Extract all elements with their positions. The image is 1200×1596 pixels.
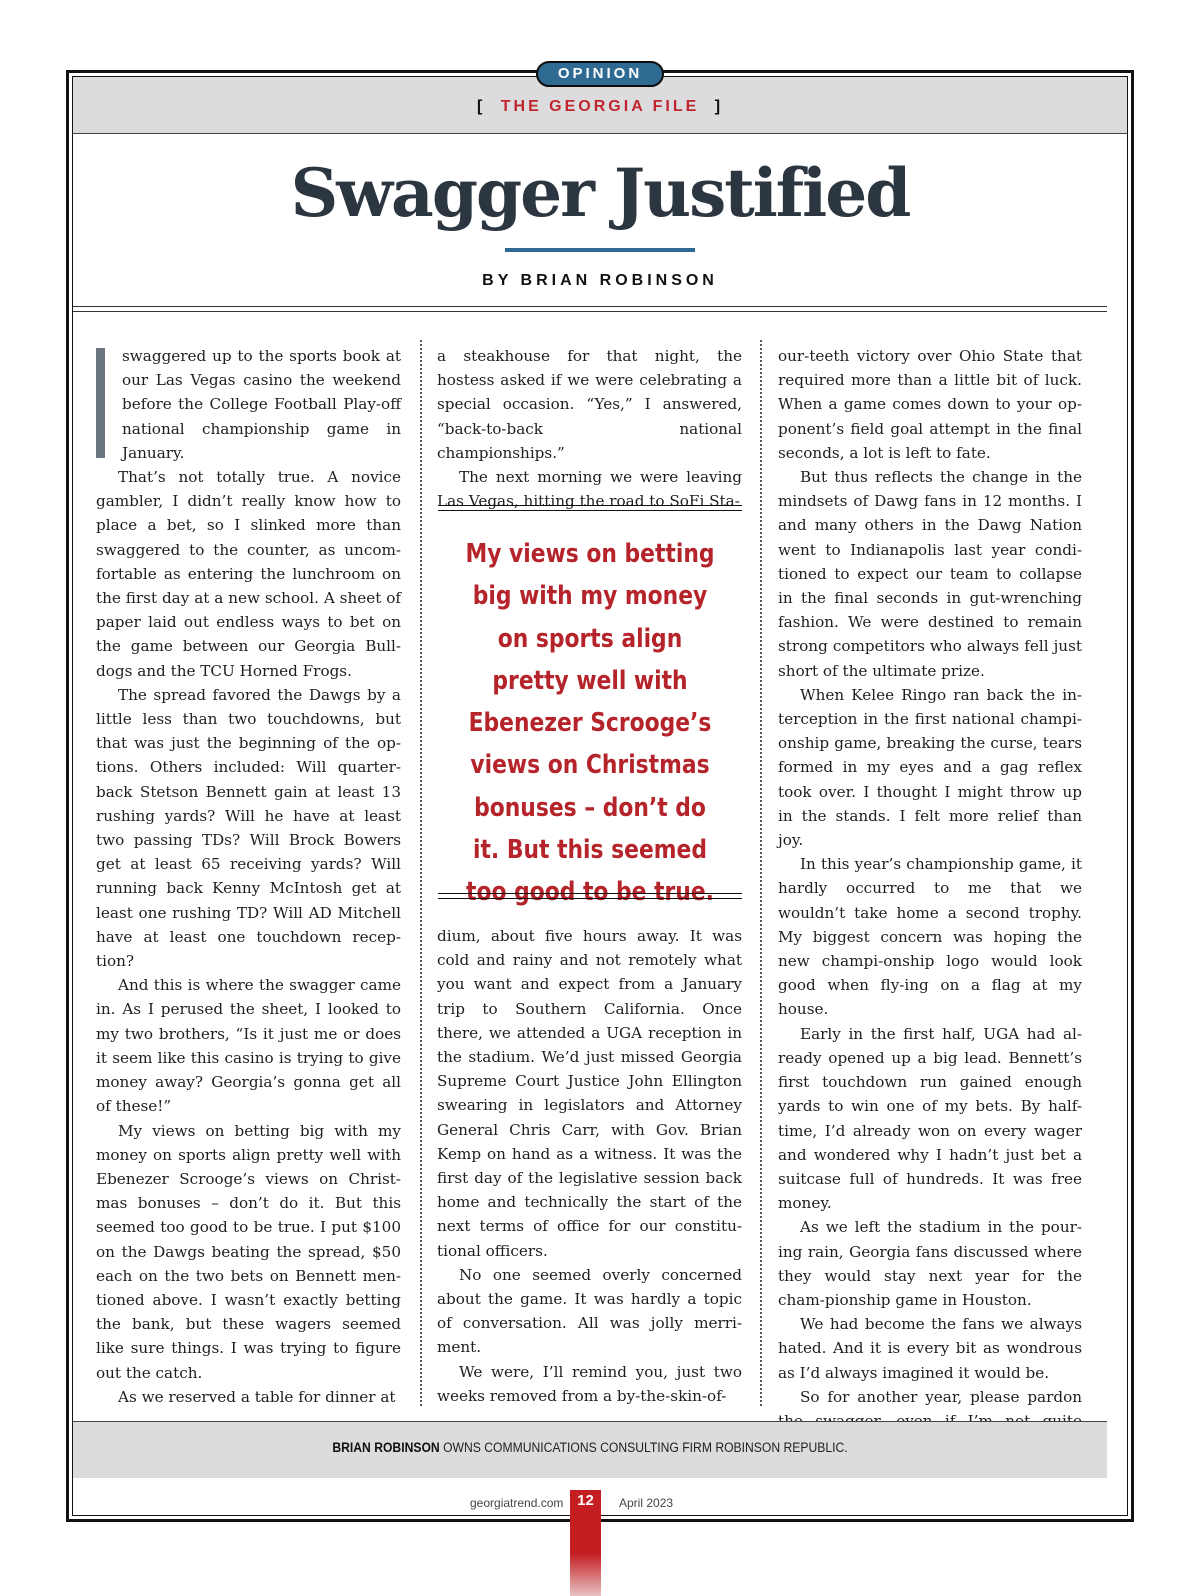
article-column-2-bottom xyxy=(437,924,742,1408)
paragraph: The spread favored the Dawgs by a little less than two touchdowns, but that was just the beginning of the op-tions. Others included: Will quarter-back Stetson Bennett gain at least 13 rushing yards? Will he have at least two passing TDs? Will Brock Bowers get at least 65 receiving yards? Will running back Kenny McIntosh get at least one rushing TD? Will AD Mitchell have at least one touchdown recep-tion? xyxy=(96,685,401,971)
bracket-open: [ xyxy=(476,98,486,115)
paragraph: The next morning we were leaving Las Vegas, hitting the road to SoFi Sta- xyxy=(437,468,742,511)
paragraph: dium, about five hours away. It was cold and rainy and not remotely what you want and expect from a January trip to Southern California. Once there, we attended a UGA reception in the stadium. We’d just missed Georgia Supreme Court Justice John Ellington swearing in legislators and Attorney General Chris Carr, with Gov. Brian Kemp on hand as a witness. It was the first day of the legislative session back home and technically the start of the next terms of office for our constitu-tional officers. xyxy=(437,927,742,1260)
pull-quote-rule-top xyxy=(438,505,742,511)
byline: BY BRIAN ROBINSON xyxy=(482,272,718,289)
paragraph: But thus reflects the change in the mindsets of Dawg fans in 12 months. I and many others in the Dawg Nation went to Indianapolis last year condi-tioned to expect our team to collapse in the final seconds in gut-wrenching fashion. We were destined to remain strong competitors who always fell just short of the ultimate prize. xyxy=(778,468,1082,680)
paragraph: our-teeth victory over Ohio State that required more than a little bit of luck. When a game comes down to your op-ponent’s field goal attempt in the final seconds, a lot is left to fate. xyxy=(778,347,1082,462)
section-pill: OPINION xyxy=(536,61,664,87)
article-column-3 xyxy=(778,344,1082,1457)
pull-quote-rule-bottom xyxy=(438,893,742,899)
bracket-close: ] xyxy=(714,98,724,115)
paragraph: We were, I’ll remind you, just two weeks removed from a by-the-skin-of- xyxy=(437,1362,742,1405)
paragraph: When Kelee Ringo ran back the in-terception in the first national champi-onship game, breaking the curse, tears formed in my eyes and a gag reflex took over. I thought I might throw up in the stands. I felt more relief than joy. xyxy=(778,685,1082,850)
page-number: 12 xyxy=(577,1492,594,1509)
paragraph: In this year’s championship game, it hardly occurred to me that we wouldn’t take home a second trophy. My biggest concern was hoping the new champi-onship logo would look good when fly-ing on a flag at my house. xyxy=(778,855,1082,1019)
paragraph: As we left the stadium in the pour-ing rain, Georgia fans discussed where they would stay next year for the cham-pionship game in Houston. xyxy=(778,1218,1082,1309)
column-divider-1 xyxy=(420,340,422,1406)
footer-website: georgiatrend.com xyxy=(470,1496,564,1510)
headline: Swagger Justified xyxy=(290,154,910,232)
column-divider-2 xyxy=(760,340,762,1406)
paragraph: My views on betting big with my money on sports align pretty well with Ebenezer Scrooge’s views on Christ-mas bonuses – don’t do it. But this seemed too good to be true. I put $100 on the Dawgs beating the spread, $50 each on the two bets on Bennett men-tioned above. I wasn’t exactly betting the bank, but these wagers seemed like sure things. I was trying to figure out the catch. xyxy=(96,1121,401,1382)
headline-underline xyxy=(505,248,695,252)
paragraph: swaggered up to the sports book at our Las Vegas casino the weekend before the College Football Play-off national championship game in January. xyxy=(122,347,401,462)
paragraph: No one seemed overly concerned about the game. It was hardly a topic of conversation. All was jolly merri-ment. xyxy=(437,1265,742,1357)
column-label xyxy=(73,98,1127,116)
paragraph: As we reserved a table for dinner at xyxy=(118,1387,396,1406)
paragraph: That’s not totally true. A novice gambler, I didn’t really know how to place a bet, so I slinked more than swaggered to the counter, as uncom-fortable as entering the lunchroom on the first day at a new school. A sheet of paper laid out endless ways to bet on the game between our Georgia Bull-dogs and the TCU Horned Frogs. xyxy=(96,468,401,680)
paragraph: We had become the fans we always hated. And it is every bit as wondrous as I’d always imagined it would be. xyxy=(778,1315,1082,1382)
bio-text: OWNS COMMUNICATIONS CONSULTING FIRM ROBINSON REPUBLIC. xyxy=(443,1440,848,1455)
author-bio xyxy=(125,1440,1056,1455)
article-column-1 xyxy=(96,344,401,1409)
last-sentence: So for another year, please pardon xyxy=(800,1387,1082,1406)
pull-quote: My views on betting big with my money on sports align pretty well with Ebenezer Scrooge’s views on Christmas bonuses – don’t do it. But this seemed too good to be true. xyxy=(465,539,715,908)
column-name: THE GEORGIA FILE xyxy=(500,98,700,115)
header-double-rule xyxy=(73,306,1107,312)
footer-date: April 2023 xyxy=(619,1496,674,1510)
paragraph: And this is where the swagger came in. As I perused the sheet, I looked to my two brothers, “Is it just me or does it seem like this casino is trying to give money away? Georgia’s gonna get all of these!” xyxy=(96,976,401,1116)
bio-name: BRIAN ROBINSON xyxy=(332,1440,440,1455)
paragraph: a steakhouse for that night, the hostess asked if we were celebrating a special occasion. “Yes,” I answered, “back-to-back national championships.” xyxy=(437,347,742,462)
article-column-2-top xyxy=(437,344,742,513)
paragraph: Early in the first half, UGA had al-ready opened up a big lead. Bennett’s first touchdown run gained enough yards to win one of my bets. By half-time, I’d already won on every wager and wondered why I hadn’t just bet a suitcase full of hundreds. It was free money. xyxy=(778,1024,1082,1213)
